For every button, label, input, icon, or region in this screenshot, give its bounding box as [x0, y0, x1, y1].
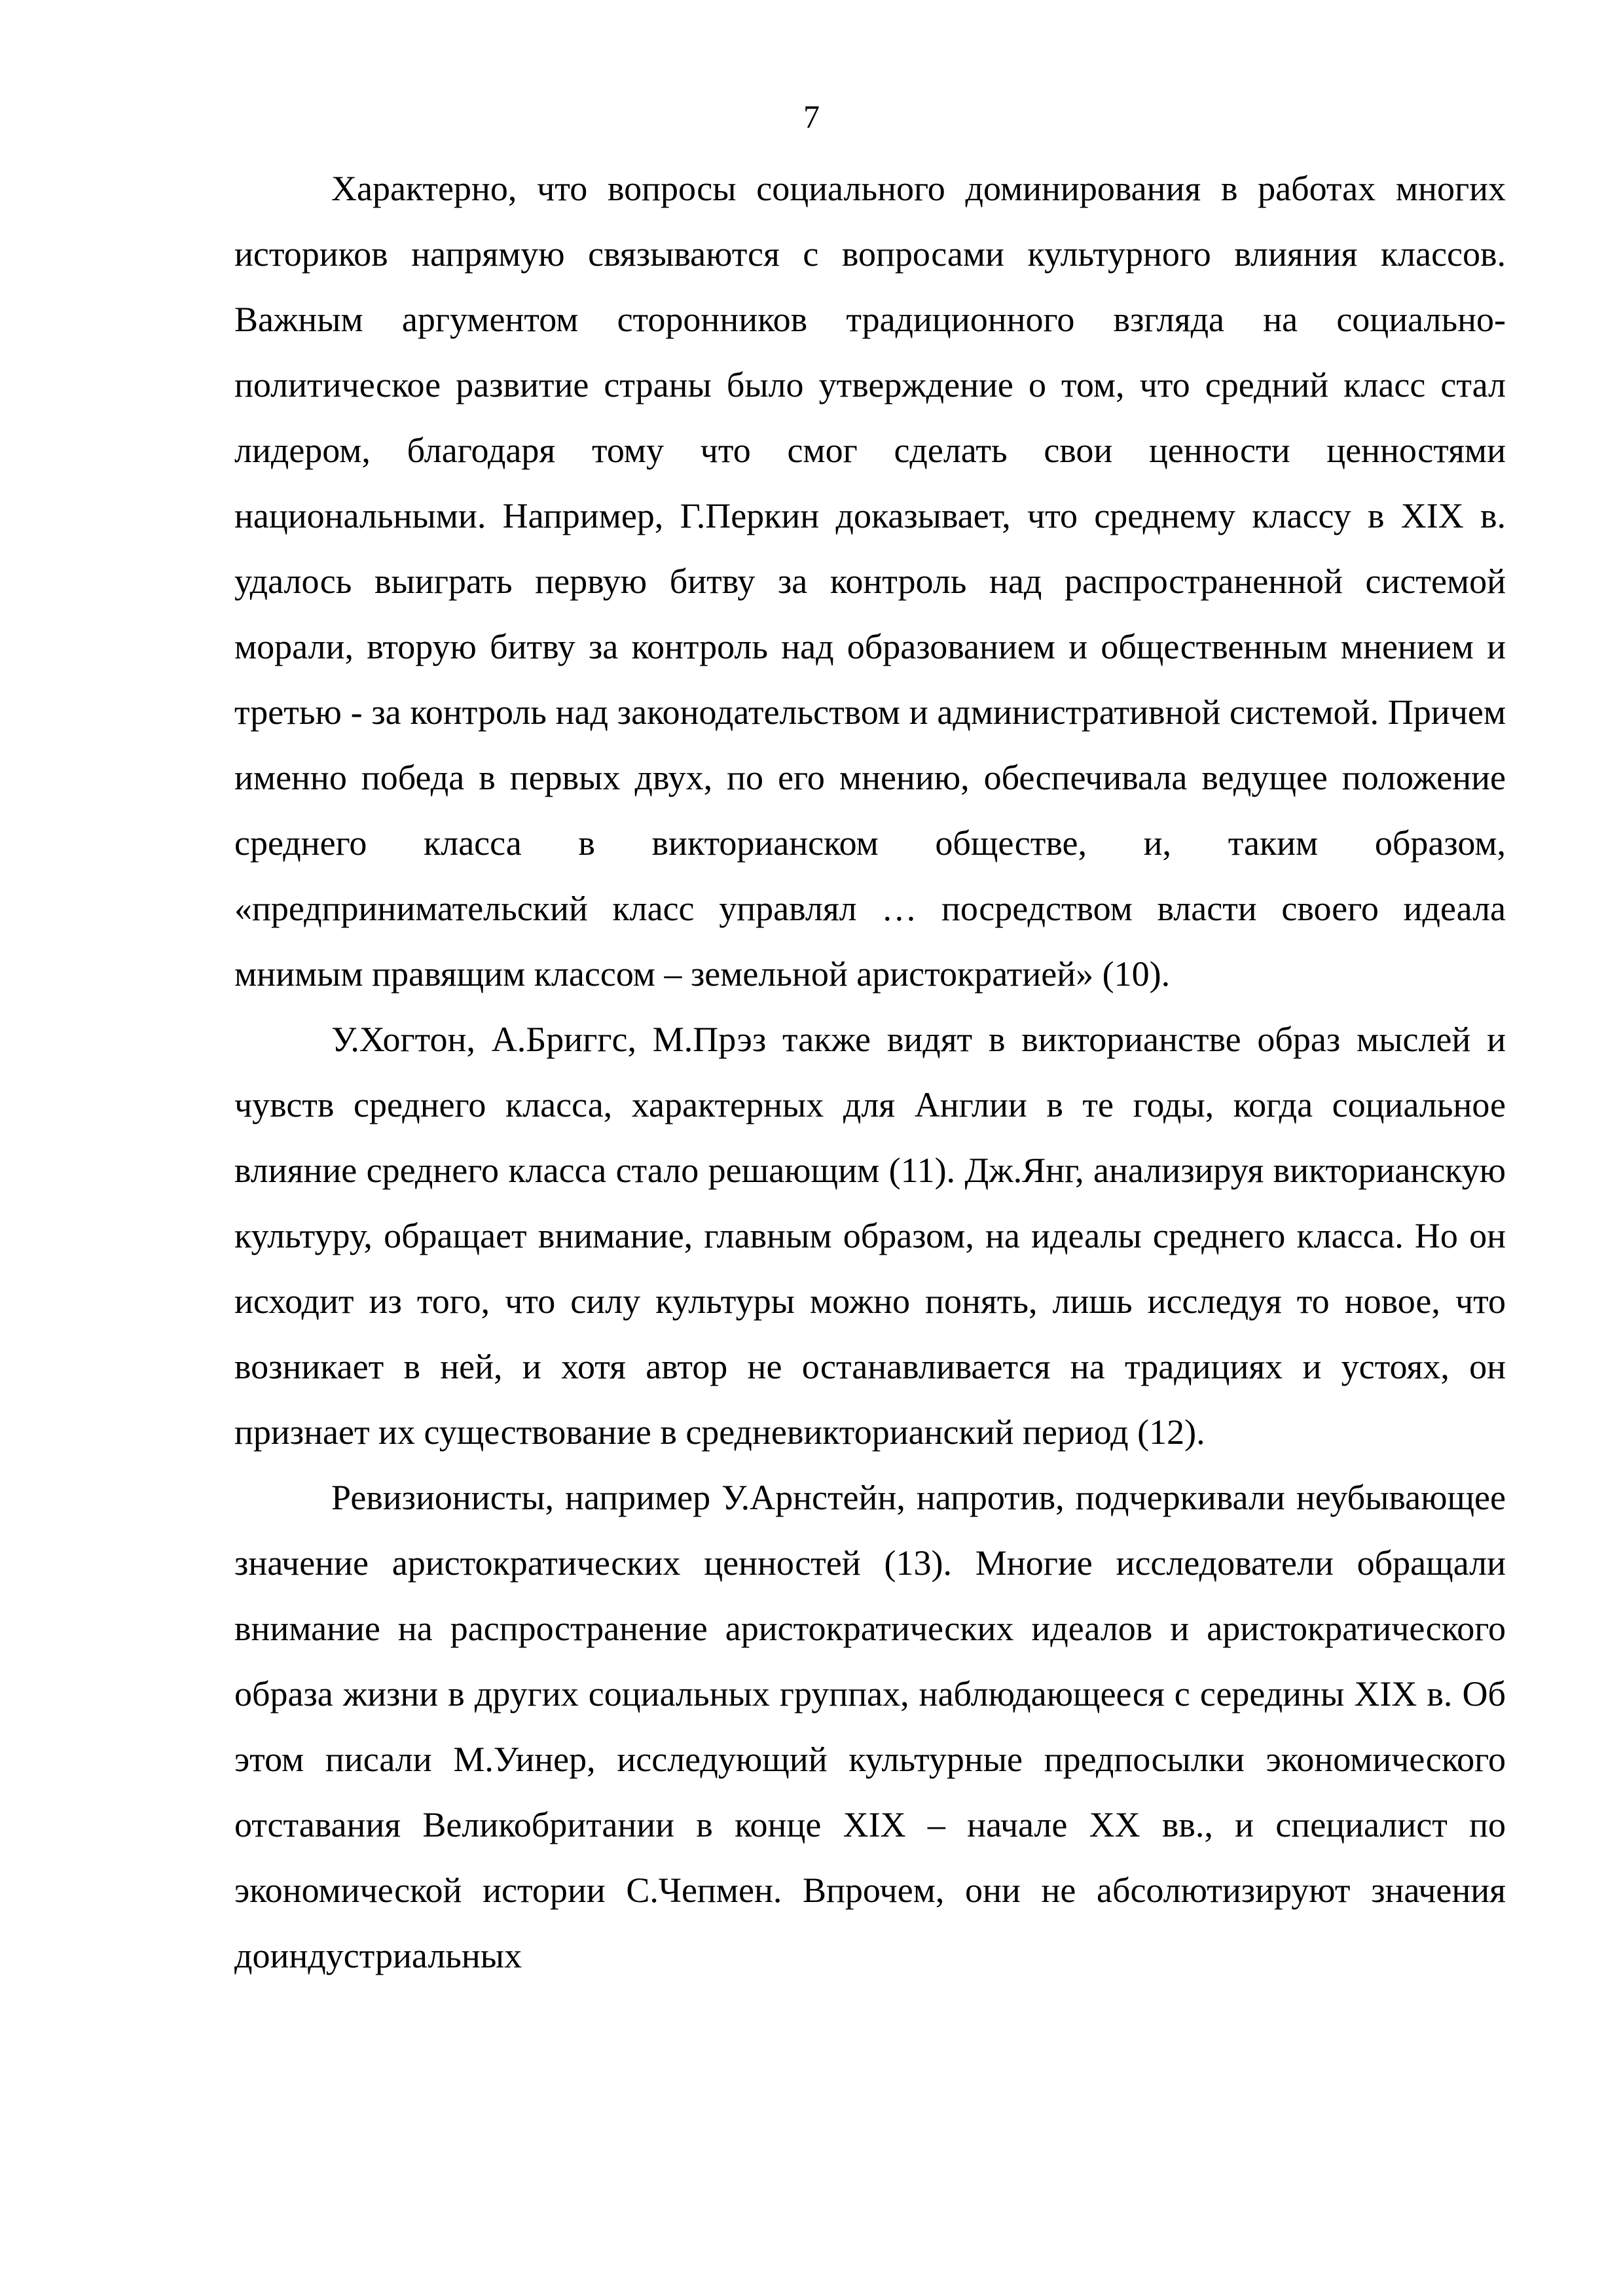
- paragraph-social-dominance: Характерно, что вопросы социального доминирования в работах многих историков напрямую связываются с вопросами культурного влияния классов. Важным аргументом сторонников традиционного взгляда на социально-политическое развитие страны было утверждение о том, что средний класс стал лидером, благодаря тому что смог сделать свои ценности ценностями национальными. Например, Г.Перкин доказывает, что среднему классу в XIX в. удалось выиграть первую битву за контроль над распространенной системой морали, вторую битву за контроль над образованием и общественным мнением и третью - за контроль над законодательством и административной системой. Причем именно победа в первых двух, по его мнению, обеспечивала ведущее положение среднего класса в викторианском обществе, и, таким образом, «предпринимательский класс управлял … посредством власти своего идеала мнимым правящим классом – земельной аристократией» (10).: [234, 169, 1506, 994]
- page-number: 7: [803, 98, 820, 135]
- paragraph-revisionists: Ревизионисты, например У.Арнстейн, напротив, подчеркивали неубывающее значение аристократических ценностей (13). Многие исследователи обращали внимание на распространение аристократических идеалов и аристократического образа жизни в других социальных группах, наблюдающееся с середины XIX в. Об этом писали М.Уинер, исследующий культурные предпосылки экономического отставания Великобритании в конце XIX – начале XX вв., и специалист по экономической истории С.Чепмен. Впрочем, они не абсолютизируют значения доиндустриальных: [234, 1478, 1506, 1975]
- text-body: [234, 156, 1506, 1988]
- paragraph-middle-class-views: У.Хогтон, А.Бриггс, М.Прэз также видят в викторианстве образ мыслей и чувств среднего класса, характерных для Англии в те годы, когда социальное влияние среднего класса стало решающим (11). Дж.Янг, анализируя викторианскую культуру, обращает внимание, главным образом, на идеалы среднего класса. Но он исходит из того, что силу культуры можно понять, лишь исследуя то новое, что возникает в ней, и хотя автор не останавливается на традициях и устоях, он признает их существование в средневикторианский период (12).: [234, 1020, 1506, 1452]
